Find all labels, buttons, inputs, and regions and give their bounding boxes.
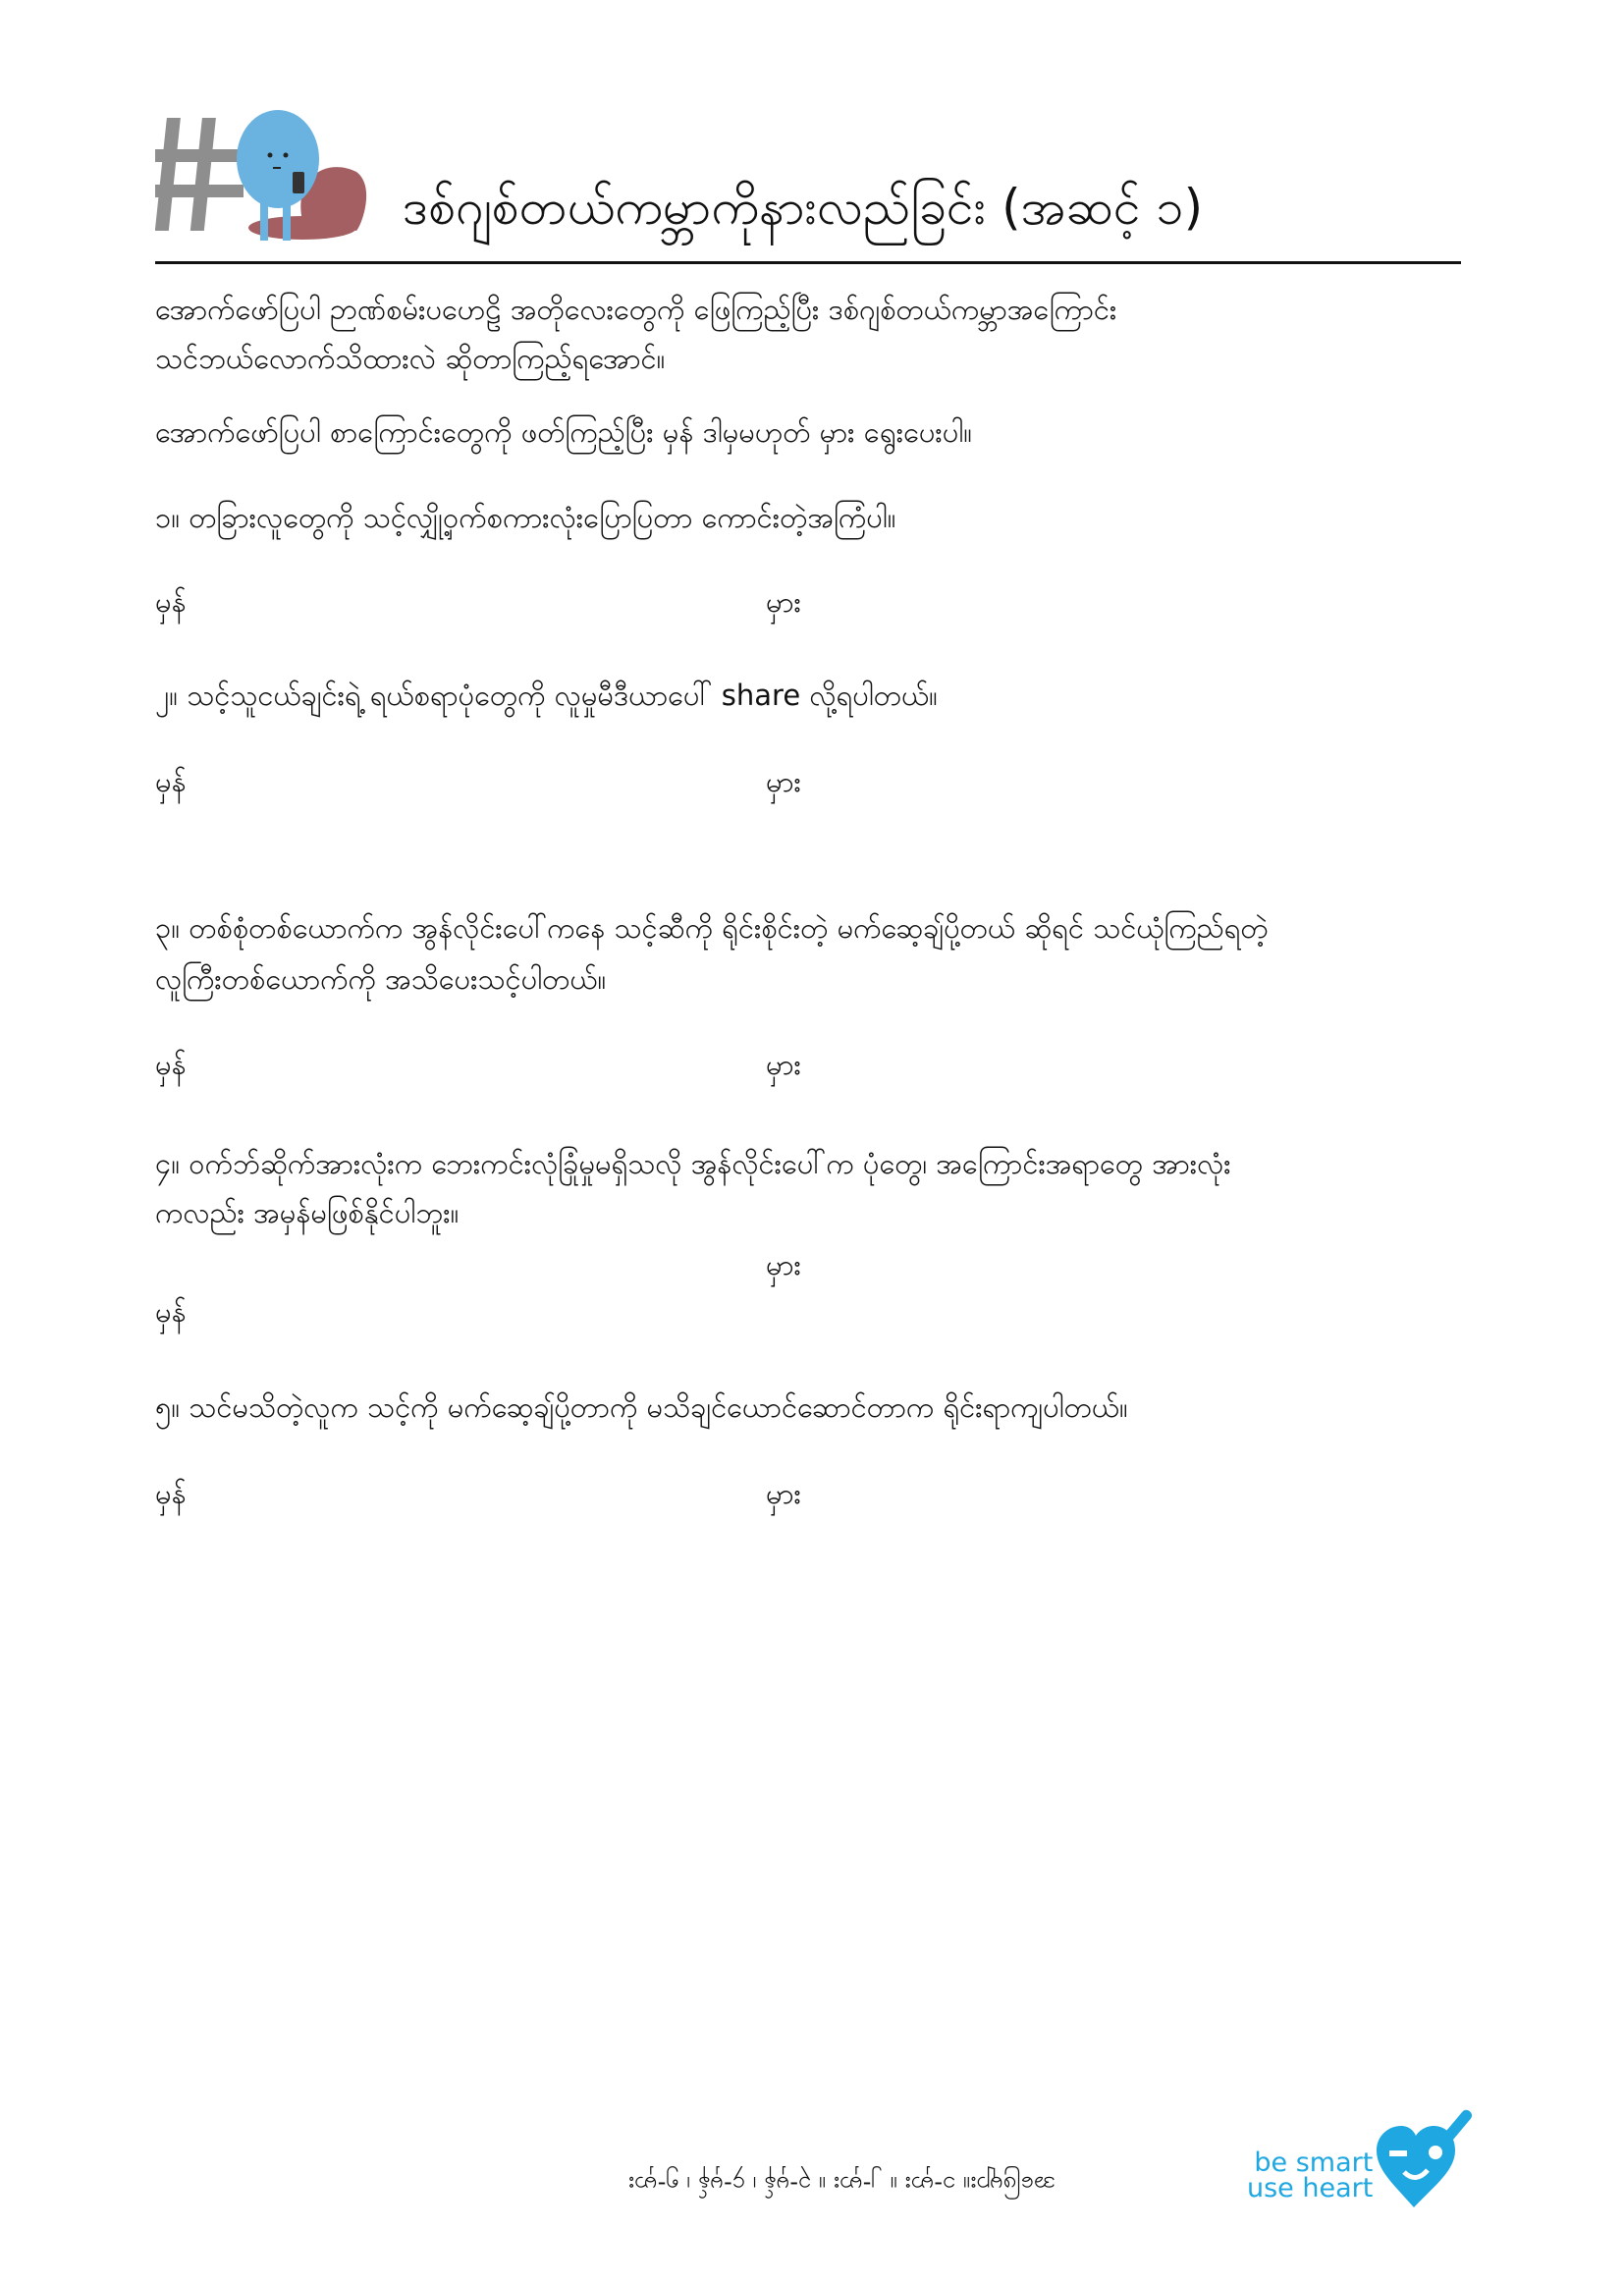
option-false-5[interactable]: မှား	[766, 1477, 801, 1510]
hashtag-character-icon	[155, 98, 371, 245]
question-4-line-2: ကလည်း အမှန်မဖြစ်နိုင်ပါဘူး။	[155, 1196, 460, 1229]
logo-text	[1247, 2150, 1373, 2202]
instruction: အောက်ဖော်ပြပါ စာကြောင်းတွေကို ဖတ်ကြည့်ပြီး မှန် ဒါမှမဟုတ် မှား ရွေးပေးပါ။	[155, 415, 973, 449]
option-false-4[interactable]: မှား	[766, 1248, 801, 1281]
intro-line-1: အောက်ဖော်ပြပါ ဉာဏ်စမ်းပဟေဠိ အတိုလေးတွေကို ဖြေကြည့်ပြီး ဒစ်ဂျစ်တယ်ကမ္ဘာအကြောင်း	[155, 293, 1117, 326]
option-true-1[interactable]: မှန်	[155, 585, 187, 619]
question-3-line-1: ၃။ တစ်စုံတစ်ယောက်က အွန်လိုင်းပေါ်ကနေ သင့်ဆီကို ရိုင်းစိုင်းတဲ့ မက်ဆေ့ချ်ပို့တယ် ဆိုရင် သင်ယုံကြည်ရတဲ့	[155, 911, 1269, 945]
upside-down-answer-key: အဖြေများ။ ၁-မှား ။ ၂-မှား ။ ၃-မှန် ၊ ၄-မှန် ၊ ၅-မှား	[628, 2171, 1056, 2199]
option-false-2[interactable]: မှား	[766, 765, 801, 798]
option-true-3[interactable]: မှန်	[155, 1048, 187, 1081]
intro-line-2: သင်ဘယ်လောက်သိထားလဲ ဆိုတာကြည့်ရအောင်။	[155, 342, 666, 375]
page-title: ဒစ်ဂျစ်တယ်ကမ္ဘာကိုနားလည်ခြင်း (အဆင့် ၁)	[403, 179, 1204, 236]
question-5: ၅။ သင်မသိတဲ့လူက သင့်ကို မက်ဆေ့ချ်ပို့တာကို မသိချင်ယောင်ဆောင်တာက ရိုင်းရာကျပါတယ်။	[155, 1390, 1128, 1424]
question-1: ၁။ တခြားလူတွေကို သင့်လျှို့ဝှက်စကားလုံးပြောပြတာ ကောင်းတဲ့အကြံပါ။	[155, 501, 896, 534]
question-3-line-2: လူကြီးတစ်ယောက်ကို အသိပေးသင့်ပါတယ်။	[155, 962, 607, 996]
option-true-5[interactable]: မှန်	[155, 1477, 187, 1510]
question-4-line-1: ၄။ ဝက်ဘ်ဆိုက်အားလုံးက ဘေးကင်းလုံခြုံမှုမရှိသလို အွန်လိုင်းပေါ်က ပုံတွေ၊ အကြောင်းအရာတွေ အားလုံး	[155, 1147, 1231, 1180]
option-false-3[interactable]: မှား	[766, 1048, 801, 1081]
option-false-1[interactable]: မှား	[766, 585, 801, 619]
question-2: ၂။ သင့်သူငယ်ချင်းရဲ့ ရယ်စရာပုံတွေကို လူမှုမီဒီယာပေါ် share လို့ရပါတယ်။	[155, 679, 938, 712]
heart-logo-icon	[1375, 2101, 1488, 2214]
option-true-4[interactable]: မှန်	[155, 1295, 187, 1329]
option-true-2[interactable]: မှန်	[155, 765, 187, 798]
logo-line-1: be smart	[1254, 2148, 1374, 2178]
logo-line-2: use heart	[1247, 2173, 1374, 2203]
title-divider	[155, 261, 1461, 264]
